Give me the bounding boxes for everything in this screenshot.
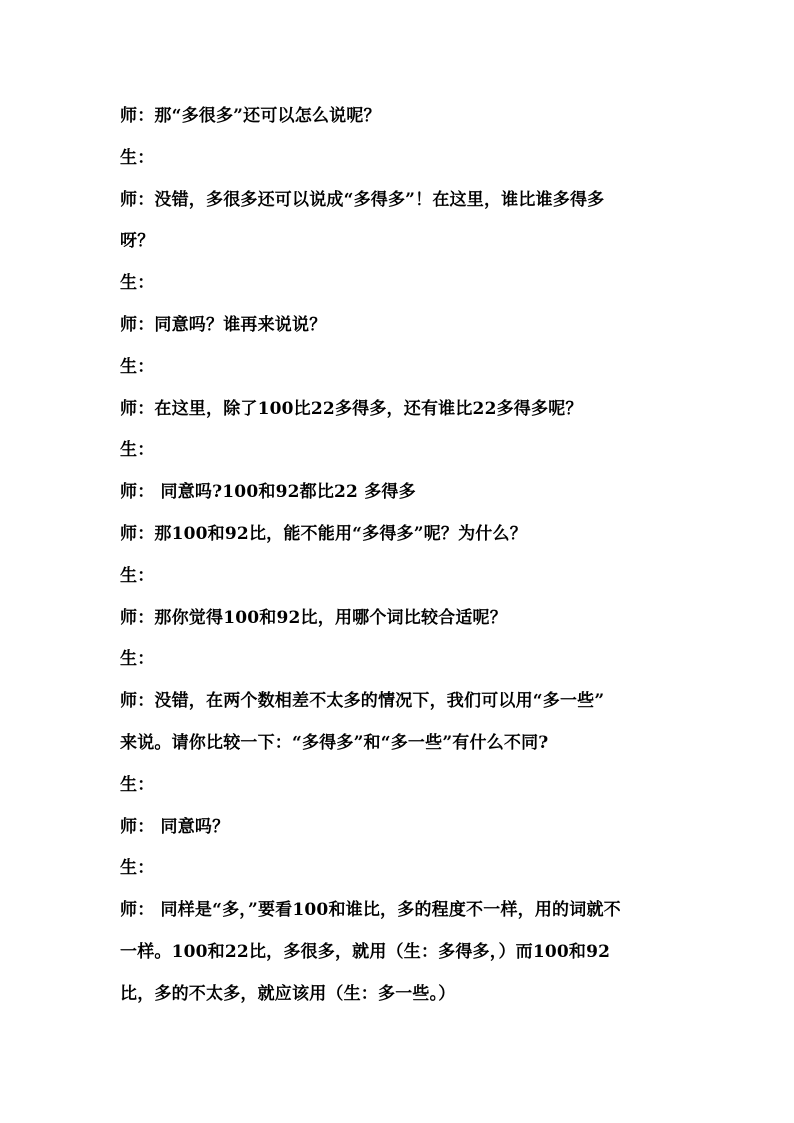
dialogue-line-teacher: 师：没错，在两个数相差不太多的情况下，我们可以用“多一些” bbox=[120, 691, 605, 712]
dialogue-line-teacher: 师：同意吗？谁再来说说？ bbox=[120, 314, 327, 335]
dialogue-line-student: 生： bbox=[120, 440, 155, 461]
dialogue-line-teacher: 师：没错，多很多还可以说成“多得多”！在这里，谁比谁多得多 bbox=[120, 189, 605, 210]
dialogue-line-student: 生： bbox=[120, 356, 155, 377]
dialogue-line-student: 生： bbox=[120, 565, 155, 586]
dialogue-line-continuation: 比，多的不太多，就应该用（生：多一些。） bbox=[120, 983, 456, 1004]
dialogue-line-teacher: 师：那100和92比，能不能用“多得多”呢？为什么？ bbox=[120, 523, 527, 544]
dialogue-line-teacher: 师： 同意吗？ bbox=[120, 816, 230, 837]
dialogue-line-student: 生： bbox=[120, 147, 155, 168]
dialogue-line-student: 生： bbox=[120, 273, 155, 294]
dialogue-line-continuation: 一样。100和22比，多很多，就用（生：多得多，）而100和92 bbox=[120, 941, 611, 962]
dialogue-line-student: 生： bbox=[120, 774, 155, 795]
dialogue-line-continuation: 呀？ bbox=[120, 231, 155, 252]
dialogue-line-continuation: 来说。请你比较一下：“多得多”和“多一些”有什么不同? bbox=[120, 732, 549, 753]
dialogue-line-teacher: 师：在这里，除了100比22多得多，还有谁比22多得多呢？ bbox=[120, 398, 583, 419]
dialogue-line-teacher: 师：那你觉得100和92比，用哪个词比较合适呢？ bbox=[120, 607, 507, 628]
document-body bbox=[120, 100, 680, 1020]
dialogue-line-student: 生： bbox=[120, 649, 155, 670]
dialogue-line-teacher: 师： 同样是“多，”要看100和谁比，多的程度不一样，用的词就不 bbox=[120, 900, 621, 921]
dialogue-line-teacher: 师：那“多很多”还可以怎么说呢？ bbox=[120, 106, 381, 126]
dialogue-line-teacher: 师： 同意吗?100和92都比22 多得多 bbox=[120, 482, 416, 503]
dialogue-line-student: 生： bbox=[120, 858, 155, 879]
